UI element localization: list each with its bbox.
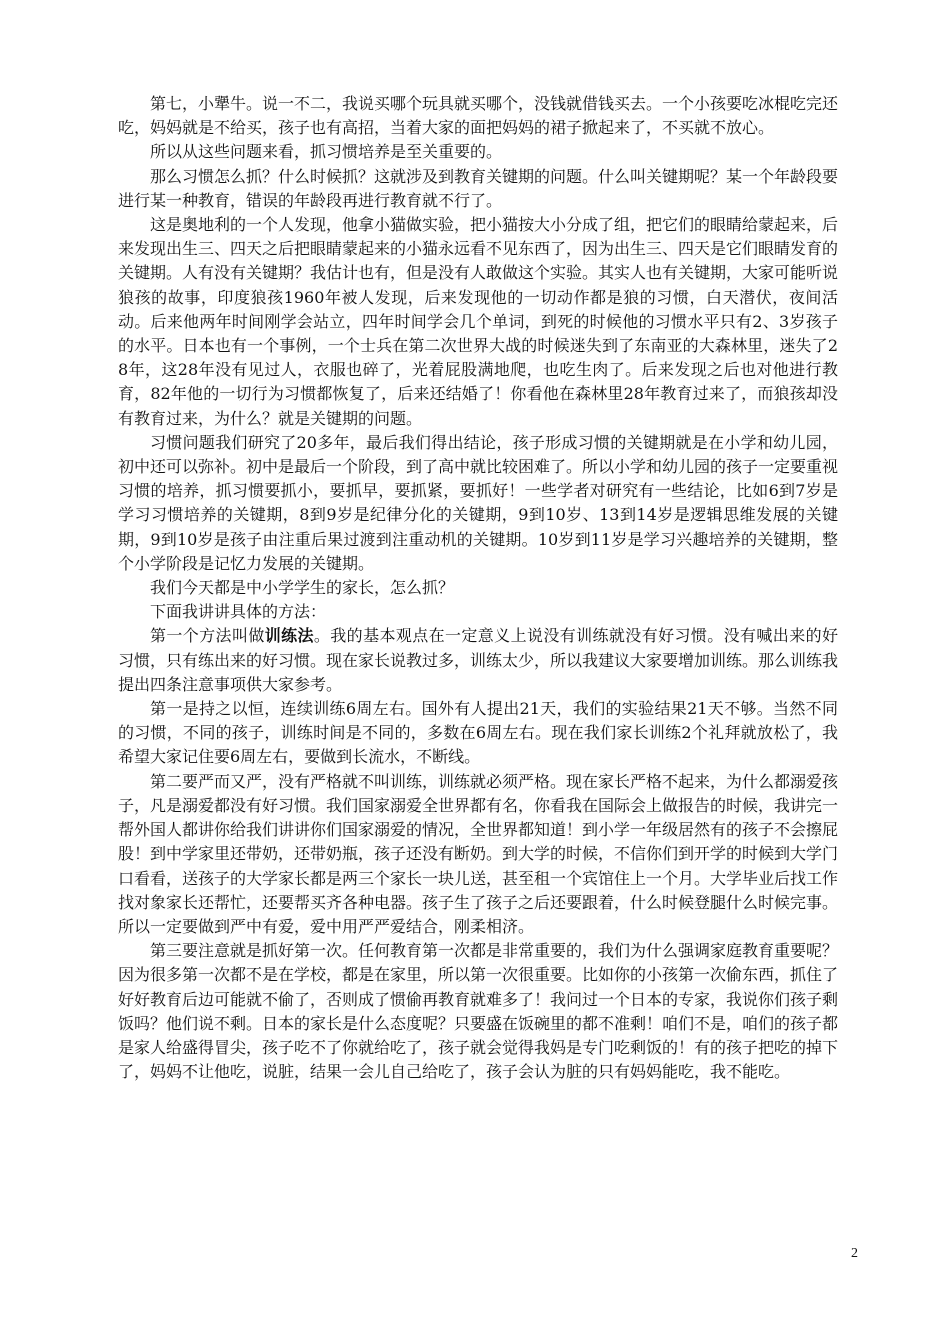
paragraph-stubborn-child: 第七，小犟牛。说一不二，我说买哪个玩具就买哪个，没钱就借钱买去。一个小孩要吃冰棍吃完还吃，妈妈就是不给买，孩子也有高招，当着大家的面把妈妈的裙子掀起来了，不买就不放心。 (118, 94, 839, 138)
page-number: 2 (851, 1246, 858, 1261)
paragraph-training-method (118, 624, 838, 697)
paragraph-habit-importance: 所以从这些问题来看，抓习惯培养是至关重要的。 (150, 142, 503, 162)
paragraph-research-conclusion: 习惯问题我们研究了20多年，最后我们得出结论，孩子形成习惯的关键期就是在小学和幼儿园，初中还可以弥补。初中是最后一个阶段，到了高中就比较困难了。所以小学和幼儿园的孩子一定要重视习惯的培养，抓习惯要抓小，要抓早，要抓紧，要抓好！一些学者对研究有一些结论，比如6到7岁是学习习惯培养的关键期，8到9岁是纪律分化的关键期，9到10岁、13到14岁是逻辑思维发展的关键期，9到10岁是孩子由注重后果过渡到注重动机的关键期。10岁到11岁是学习兴趣培养的关键期，整个小学阶段是记忆力发展的关键期。 (118, 432, 839, 573)
paragraph-kitten-experiment: 这是奥地利的一个人发现，他拿小猫做实验，把小猫按大小分成了组，把它们的眼睛给蒙起来，后来发现出生三、四天之后把眼睛蒙起来的小猫永远看不见东西了，因为出生三、四天是它们眼睛发育的关键期。人有没有关键期？我估计也有，但是没有人敢做这个实验。其实人也有关键期，大家可能听说狼孩的故事，印度狼孩1960年被人发现，后来发现他的一切动作都是狼的习惯，白天潜伏，夜间活动。后来他两年时间刚学会站立，四年时间学会几个单词，到死的时候他的习惯水平只有2、3岁孩子的水平。日本也有一个事例，一个士兵在第二次世界大战的时候迷失到了东南亚的大森林里，迷失了28年，这28年没有见过人，衣服也碎了，光着屁股满地爬，也吃生肉了。后来发现之后也对他进行教育，82年他的一切行为习惯都恢复了，后来还结婚了！你看他在森林里28年教育过来了，而狼孩却没有教育过来，为什么？就是关键期的问题。 (118, 215, 839, 428)
paragraph-critical-period-question: 那么习惯怎么抓？什么时候抓？这就涉及到教育关键期的问题。什么叫关键期呢？某一个年龄段要进行某一种教育，错误的年龄段再进行教育就不行了。 (118, 166, 839, 210)
paragraph-persistence: 第一是持之以恒，连续训练6周左右。国外有人提出21天，我们的实验结果21天不够。当然不同的习惯，不同的孩子，训练时间是不同的，多数在6周左右。现在我们家长训练2个礼拜就放松了，我希望大家记住要6周左右，要做到长流水，不断线。 (118, 699, 838, 767)
training-prefix: 第一个方法叫做 (150, 626, 265, 646)
paragraph-strictness: 第二要严而又严，没有严格就不叫训练，训练就必须严格。现在家长严格不起来，为什么都溺爱孩子，凡是溺爱都没有好习惯。我们国家溺爱全世界都有名，你看我在国际会上做报告的时候，我讲完一帮外国人都讲你给我们讲讲你们国家溺爱的情况，全世界都知道！到小学一年级居然有的孩子不会擦屁股！到中学家里还带奶，还带奶瓶，孩子还没有断奶。到大学的时候，不信你们到开学的时候到大学门口看看，送孩子的大学家长都是两三个家长一块儿送，甚至租一个宾馆住上一个月。大学毕业后找工作找对象家长还帮忙，还要帮买齐各种电器。孩子生了孩子之后还要跟着，什么时候登腿什么时候完事。所以一定要做到严中有爱，爱中用严严爱结合，刚柔相济。 (118, 771, 839, 936)
training-keyword: 训练法 (264, 626, 314, 646)
paragraph-parents-question: 我们今天都是中小学学生的家长，怎么抓？ (150, 578, 455, 598)
body-text (118, 92, 838, 1084)
paragraph-first-time: 第三要注意就是抓好第一次。任何教育第一次都是非常重要的，我们为什么强调家庭教育重要呢？因为很多第一次都不是在学校，都是在家里，所以第一次很重要。比如你的小孩第一次偷东西，抓住了好好教育后边可能就不偷了，否则成了惯偷再教育就难多了！我问过一个日本的专家，我说你们孩子剩饭吗？他们说不剩。日本的家长是什么态度呢？只要盛在饭碗里的都不准剩！咱们不是，咱们的孩子都是家人给盛得冒尖，孩子吃不了你就给吃了，孩子就会觉得我妈是专门吃剩饭的！有的孩子把吃的掉下了，妈妈不让他吃，说脏，结果一会儿自己给吃了，孩子会认为脏的只有妈妈能吃，我不能吃。 (118, 941, 839, 1082)
training-suffix: 。我的基本观点在一定意义上说没有训练就没有好习惯。没有喊出来的好习惯，只有练出来的好习惯。现在家长说教过多，训练太少，所以我建议大家要增加训练。那么训练我提出四条注意事项供大家参考。 (118, 626, 839, 694)
paragraph-methods-intro: 下面我讲讲具体的方法： (150, 602, 327, 622)
